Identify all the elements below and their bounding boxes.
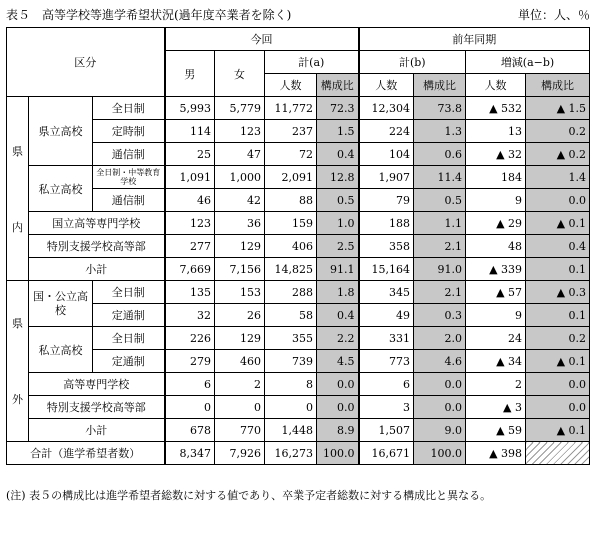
cell-total-b: 773 [359, 350, 414, 373]
region-kennai-top: 県 [12, 144, 23, 158]
cell-total-a: 159 [265, 212, 317, 235]
cell-diff-ratio: 0.1 [526, 304, 590, 327]
cell-total-a: 11,772 [265, 97, 317, 120]
table-row [7, 189, 590, 212]
cell-total-b: 79 [359, 189, 414, 212]
cell-ratio-a: 0.5 [317, 189, 359, 212]
row-label: 定通制 [93, 304, 165, 327]
total-label: 合計（進学希望者数） [7, 442, 165, 465]
cell-ratio-a: 4.5 [317, 350, 359, 373]
group-kokuritsu-senmon: 国立高等専門学校 [29, 212, 165, 235]
cell-female: 26 [215, 304, 265, 327]
cell-diff: ▲ 57 [466, 281, 526, 304]
cell-female: 1,000 [215, 166, 265, 189]
cell-total-a: 406 [265, 235, 317, 258]
cell-diff-ratio: 1.4 [526, 166, 590, 189]
region-kengai-top: 県 [12, 317, 23, 330]
cell-ratio-b: 1.3 [414, 120, 466, 143]
cell-total-a: 58 [265, 304, 317, 327]
enrollment-table [6, 27, 590, 465]
header-ratio-b: 構成比 [414, 74, 466, 97]
cell-diff: ▲ 29 [466, 212, 526, 235]
cell-ratio-a: 0.0 [317, 396, 359, 419]
row-label: 通信制 [93, 189, 165, 212]
cell-diff-ratio-empty [526, 442, 590, 465]
table-title: 表５ 高等学校等進学希望状況(過年度卒業者を除く) [6, 8, 292, 22]
cell-ratio-b: 2.1 [414, 235, 466, 258]
table-row [7, 396, 590, 419]
region-kennai [7, 97, 29, 281]
header-male: 男 [165, 51, 215, 97]
header-ratio-a: 構成比 [317, 74, 359, 97]
cell-female: 2 [215, 373, 265, 396]
cell-total-a: 8 [265, 373, 317, 396]
cell-total-b: 15,164 [359, 258, 414, 281]
cell-male: 25 [165, 143, 215, 166]
group-tokubetsu: 特別支援学校高等部 [29, 235, 165, 258]
header-kei-b: 計(b) [359, 51, 466, 74]
cell-total-b: 6 [359, 373, 414, 396]
group-senmon-kengai: 高等専門学校 [29, 373, 165, 396]
cell-diff: ▲ 32 [466, 143, 526, 166]
cell-total-b: 358 [359, 235, 414, 258]
cell-ratio-a: 0.4 [317, 143, 359, 166]
cell-male: 0 [165, 396, 215, 419]
cell-female: 153 [215, 281, 265, 304]
table-row [7, 212, 590, 235]
cell-female: 5,779 [215, 97, 265, 120]
cell-total-b: 224 [359, 120, 414, 143]
cell-total-a: 88 [265, 189, 317, 212]
header-kei-a: 計(a) [265, 51, 359, 74]
cell-ratio-a: 72.3 [317, 97, 359, 120]
cell-male: 123 [165, 212, 215, 235]
cell-ratio-b: 0.0 [414, 396, 466, 419]
cell-female: 42 [215, 189, 265, 212]
table-row [7, 258, 590, 281]
cell-ratio-b: 100.0 [414, 442, 466, 465]
cell-diff-ratio: ▲ 0.3 [526, 281, 590, 304]
cell-female: 47 [215, 143, 265, 166]
header-kubun: 区分 [7, 28, 165, 97]
row-label: 全日制 [93, 97, 165, 120]
cell-diff: ▲ 59 [466, 419, 526, 442]
cell-ratio-b: 4.6 [414, 350, 466, 373]
cell-total-a: 16,273 [265, 442, 317, 465]
row-label: 通信制 [93, 143, 165, 166]
cell-ratio-b: 0.3 [414, 304, 466, 327]
cell-diff: 9 [466, 304, 526, 327]
cell-male: 114 [165, 120, 215, 143]
cell-total-b: 3 [359, 396, 414, 419]
cell-ratio-a: 8.9 [317, 419, 359, 442]
table-row [7, 304, 590, 327]
cell-female: 7,926 [215, 442, 265, 465]
row-label: 全日制・中等教育学校 [93, 166, 165, 189]
cell-diff-ratio: 0.4 [526, 235, 590, 258]
cell-diff: 24 [466, 327, 526, 350]
cell-diff: 2 [466, 373, 526, 396]
table-row [7, 419, 590, 442]
cell-total-a: 355 [265, 327, 317, 350]
cell-diff-ratio: 0.0 [526, 396, 590, 419]
table-row [7, 97, 590, 120]
cell-diff-ratio: 0.0 [526, 373, 590, 396]
region-kennai-bottom: 内 [12, 220, 23, 234]
cell-total-b: 188 [359, 212, 414, 235]
cell-diff-ratio: ▲ 0.2 [526, 143, 590, 166]
footnote: (注) 表５の構成比は進学希望者総数に対する値であり、卒業予定者総数に対する構成比と異なる。 [6, 489, 492, 502]
cell-female: 129 [215, 327, 265, 350]
cell-total-b: 49 [359, 304, 414, 327]
cell-ratio-b: 2.0 [414, 327, 466, 350]
row-label: 定時制 [93, 120, 165, 143]
cell-diff: ▲ 398 [466, 442, 526, 465]
cell-female: 770 [215, 419, 265, 442]
group-shiritsu-kengai: 私立高校 [29, 327, 93, 373]
cell-total-a: 72 [265, 143, 317, 166]
cell-ratio-a: 91.1 [317, 258, 359, 281]
cell-male: 226 [165, 327, 215, 350]
cell-diff-ratio: ▲ 0.1 [526, 212, 590, 235]
header-ninzu-a: 人数 [265, 74, 317, 97]
cell-total-a: 14,825 [265, 258, 317, 281]
cell-ratio-a: 2.2 [317, 327, 359, 350]
cell-total-b: 345 [359, 281, 414, 304]
cell-diff-ratio: 0.0 [526, 189, 590, 212]
group-kenritsu: 県立高校 [29, 97, 93, 166]
cell-diff: ▲ 532 [466, 97, 526, 120]
cell-ratio-a: 0.0 [317, 373, 359, 396]
cell-ratio-a: 1.5 [317, 120, 359, 143]
header-female: 女 [215, 51, 265, 97]
cell-female: 460 [215, 350, 265, 373]
cell-diff: 184 [466, 166, 526, 189]
row-label: 定通制 [93, 350, 165, 373]
cell-ratio-a: 12.8 [317, 166, 359, 189]
header-ratio-d: 構成比 [526, 74, 590, 97]
cell-female: 7,156 [215, 258, 265, 281]
table-row [7, 373, 590, 396]
group-kokkoritsu: 国・公立高校 [29, 281, 93, 327]
header-zougen: 増減(a−b) [466, 51, 590, 74]
cell-male: 1,091 [165, 166, 215, 189]
cell-total-b: 104 [359, 143, 414, 166]
cell-male: 6 [165, 373, 215, 396]
cell-male: 678 [165, 419, 215, 442]
cell-total-a: 739 [265, 350, 317, 373]
region-kengai-bottom: 外 [12, 393, 23, 406]
header-konkai: 今回 [165, 28, 359, 51]
cell-ratio-b: 11.4 [414, 166, 466, 189]
cell-ratio-b: 1.1 [414, 212, 466, 235]
cell-ratio-b: 0.0 [414, 373, 466, 396]
cell-total-a: 1,448 [265, 419, 317, 442]
cell-male: 135 [165, 281, 215, 304]
cell-diff: 9 [466, 189, 526, 212]
table-row [7, 143, 590, 166]
cell-ratio-a: 1.8 [317, 281, 359, 304]
cell-total-b: 1,507 [359, 419, 414, 442]
table-row [7, 327, 590, 350]
table-row [7, 235, 590, 258]
cell-male: 8,347 [165, 442, 215, 465]
cell-total-b: 16,671 [359, 442, 414, 465]
header-ninzu-b: 人数 [359, 74, 414, 97]
unit-label: 単位：人、％ [517, 8, 590, 22]
cell-male: 5,993 [165, 97, 215, 120]
cell-diff-ratio: ▲ 1.5 [526, 97, 590, 120]
cell-female: 129 [215, 235, 265, 258]
cell-ratio-a: 1.0 [317, 212, 359, 235]
cell-diff: 48 [466, 235, 526, 258]
cell-ratio-a: 100.0 [317, 442, 359, 465]
cell-male: 7,669 [165, 258, 215, 281]
cell-diff: ▲ 3 [466, 396, 526, 419]
table-row [7, 350, 590, 373]
table-row-total [7, 442, 590, 465]
table-row [7, 120, 590, 143]
cell-total-a: 2,091 [265, 166, 317, 189]
cell-female: 36 [215, 212, 265, 235]
group-tokubetsu-kengai: 特別支援学校高等部 [29, 396, 165, 419]
cell-male: 46 [165, 189, 215, 212]
cell-diff: ▲ 339 [466, 258, 526, 281]
cell-diff-ratio: 0.1 [526, 258, 590, 281]
cell-diff-ratio: 0.2 [526, 327, 590, 350]
cell-ratio-b: 73.8 [414, 97, 466, 120]
cell-diff-ratio: 0.2 [526, 120, 590, 143]
row-label: 全日制 [93, 281, 165, 304]
cell-female: 123 [215, 120, 265, 143]
cell-total-b: 1,907 [359, 166, 414, 189]
cell-diff-ratio: ▲ 0.1 [526, 350, 590, 373]
cell-ratio-a: 0.4 [317, 304, 359, 327]
table-row [7, 281, 590, 304]
table-row [7, 166, 590, 189]
cell-male: 279 [165, 350, 215, 373]
cell-male: 277 [165, 235, 215, 258]
region-kengai [7, 281, 29, 442]
row-label: 全日制 [93, 327, 165, 350]
cell-total-a: 237 [265, 120, 317, 143]
cell-ratio-a: 2.5 [317, 235, 359, 258]
cell-diff: ▲ 34 [466, 350, 526, 373]
cell-total-a: 0 [265, 396, 317, 419]
header-ninzu-d: 人数 [466, 74, 526, 97]
cell-total-b: 331 [359, 327, 414, 350]
cell-diff: 13 [466, 120, 526, 143]
cell-ratio-b: 91.0 [414, 258, 466, 281]
header-zennen: 前年同期 [359, 28, 590, 51]
cell-ratio-b: 2.1 [414, 281, 466, 304]
cell-female: 0 [215, 396, 265, 419]
subtotal-kennai-label: 小計 [29, 258, 165, 281]
group-shiritsu: 私立高校 [29, 166, 93, 212]
cell-diff-ratio: ▲ 0.1 [526, 419, 590, 442]
cell-total-b: 12,304 [359, 97, 414, 120]
subtotal-kengai-label: 小計 [29, 419, 165, 442]
cell-male: 32 [165, 304, 215, 327]
cell-ratio-b: 0.6 [414, 143, 466, 166]
cell-ratio-b: 9.0 [414, 419, 466, 442]
cell-total-a: 288 [265, 281, 317, 304]
cell-ratio-b: 0.5 [414, 189, 466, 212]
